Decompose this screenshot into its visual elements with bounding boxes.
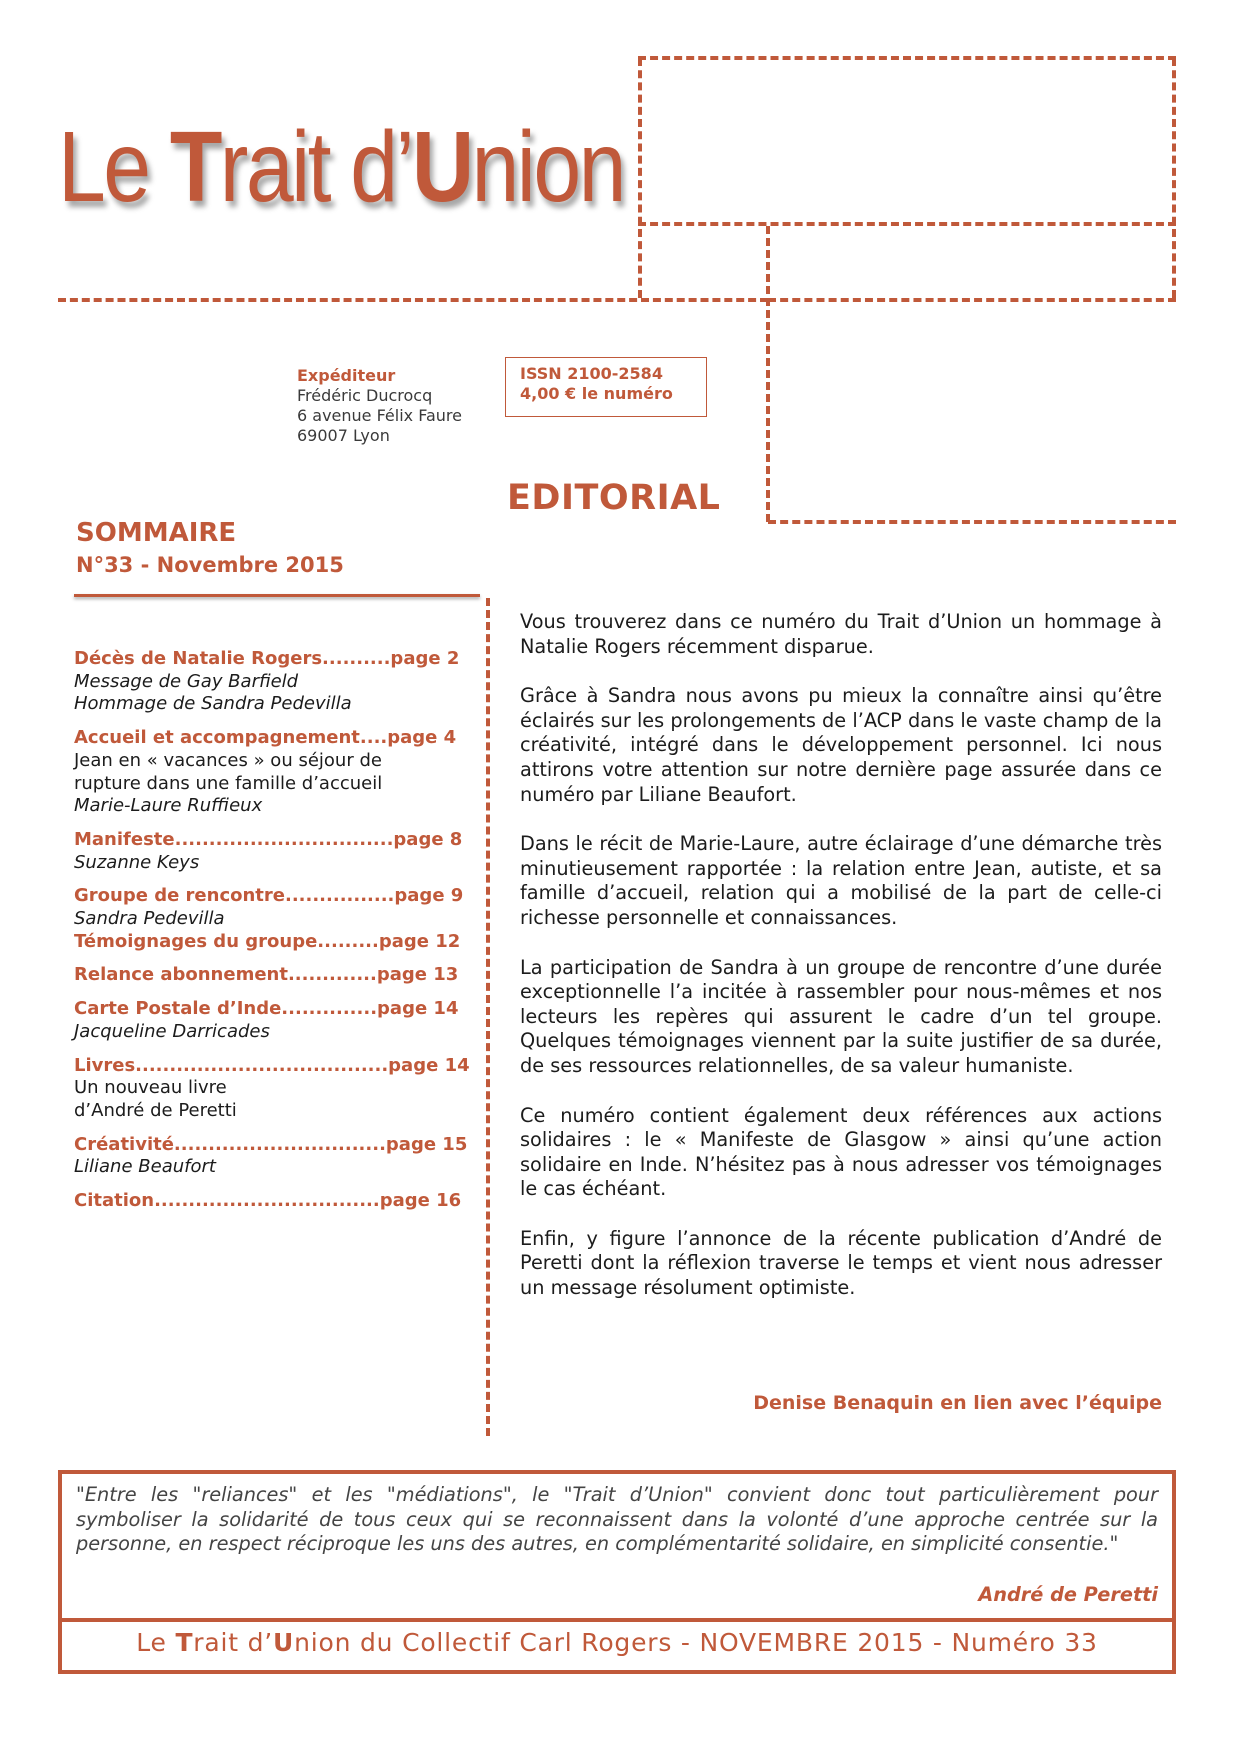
header-box-top-edge (638, 56, 1176, 60)
toc-entry-detail: Marie-Laure Ruffieux (74, 795, 263, 817)
toc-entry (74, 885, 474, 930)
header-box-right-edge (1172, 58, 1176, 298)
toc-entry (74, 648, 474, 716)
toc-entry (74, 964, 474, 987)
toc-entry-detail: Sandra Pedevilla (74, 908, 225, 930)
editorial-paragraph: Vous trouverez dans ce numéro du Trait d’Union un hommage à Natalie Rogers récemment disparue. (520, 610, 1162, 658)
quote-text: "Entre les "reliances" et les "médiations", le "Trait d’Union" convient donc tout particulièrement pour symboliser la solidarité de tous ceux qui se reconnaissent dans la volonté d’une approche centrée sur la personne, en respect réciproque les uns des autres, en complémentarité solidaire, en simplicité consentie." (76, 1483, 1158, 1555)
toc-entry-title: Relance abonnement.............page 13 (74, 964, 459, 986)
editorial-paragraph: Enfin, y figure l’annonce de la récente publication d’André de Peretti dont la réflexion traverse le temps et vient nous adresser un message résolument optimiste. (520, 1226, 1162, 1300)
toc-entry-detail: Liliane Beaufort (74, 1156, 216, 1178)
sender-label: Expéditeur (297, 366, 396, 385)
editorial-signature: Denise Benaquin en lien avec l’équipe (753, 1392, 1162, 1414)
editorial-paragraph: Grâce à Sandra nous avons pu mieux la connaître ainsi qu’être éclairés sur les prolongements de l’ACP dans le vaste champ de la créativité, intégré dans le développement personnel. Ici nous attirons votre attention sur notre dernière page assurée dans ce numéro par Liliane Beaufort. (520, 684, 1162, 806)
address-box-bottom-edge (768, 520, 1176, 524)
quote-author: André de Peretti (978, 1583, 1158, 1606)
toc-entry-title: Livres.....................................page 14 (74, 1054, 470, 1076)
sender-city: 69007 Lyon (297, 426, 390, 445)
header-box-bottom-edge (768, 298, 1176, 302)
toc-entry-detail: Jacqueline Darricades (74, 1020, 270, 1042)
header-box-left-edge (638, 58, 642, 298)
table-of-contents (74, 648, 474, 1224)
toc-entry-title: Carte Postale d’Inde..............page 14 (74, 998, 459, 1020)
toc-entry (74, 727, 474, 818)
masthead-title: Le Trait d’Union (58, 111, 624, 223)
editorial-body (520, 610, 1162, 1326)
toc-entry-detail: Suzanne Keys (74, 851, 200, 873)
issue-price: 4,00 € le numéro (520, 384, 673, 403)
sender-name: Frédéric Ducrocq (297, 386, 433, 405)
header-dashed-rule (58, 298, 768, 302)
editorial-paragraph: Ce numéro contient également deux références aux actions solidaires : le « Manifeste de Glasgow » ainsi qu’une action solidaire en Inde. N’hésitez pas à nous adresser vos témoignages le cas échéant. (520, 1103, 1162, 1201)
toc-entry-title: Décès de Natalie Rogers..........page 2 (74, 648, 460, 669)
toc-entry-detail: Hommage de Sandra Pedevilla (74, 693, 352, 715)
toc-entry (74, 998, 474, 1043)
toc-entry (74, 1134, 474, 1179)
editorial-title: EDITORIAL (507, 478, 721, 518)
toc-entry-title: Témoignages du groupe.........page 12 (74, 930, 461, 952)
sommaire-rule (74, 594, 480, 597)
toc-entry-title: Accueil et accompagnement....page 4 (74, 727, 457, 749)
sommaire-title: SOMMAIRE (76, 518, 237, 548)
issn-number: ISSN 2100-2584 (520, 364, 663, 383)
toc-entry-detail: Message de Gay Barfield (74, 670, 299, 692)
column-divider (486, 598, 490, 1436)
toc-entry-detail: Jean en « vacances » ou séjour de (74, 749, 382, 771)
editorial-paragraph: La participation de Sandra à un groupe de rencontre d’une durée exceptionnelle l’a incitée à rassembler pour nous-mêmes et nos lecteurs les repères qui assurent le cadre d’un tel groupe. Quelques témoignages viennent par la suite justifier de sa durée, de ses ressources relationnelles, de sa valeur humaniste. (520, 955, 1162, 1077)
footer-text: Le Trait d’Union du Collectif Carl Rogers - NOVEMBRE 2015 - Numéro 33 (136, 1628, 1098, 1657)
toc-entry-title: Groupe de rencontre................page 9 (74, 885, 464, 907)
toc-entry (74, 829, 474, 874)
toc-entry-detail: rupture dans une famille d’accueil (74, 772, 383, 794)
toc-entry-title: Manifeste................................page 8 (74, 828, 463, 850)
toc-entry-title: Créativité...............................page 15 (74, 1133, 468, 1155)
sender-street: 6 avenue Félix Faure (297, 406, 462, 425)
sommaire-subtitle: N°33 - Novembre 2015 (76, 553, 344, 577)
toc-entry-detail: d’André de Peretti (74, 1099, 237, 1121)
header-box-middle-edge (638, 222, 1176, 226)
sender-block (297, 366, 462, 446)
editorial-paragraph: Dans le récit de Marie-Laure, autre éclairage d’une démarche très minutieusement rapportée : la relation entre Jean, autiste, et sa famille d’accueil, relation qui a mobilisé de la part de celle-ci richesse personnelle et connaissances. (520, 832, 1162, 929)
toc-entry-title: Citation.................................page 16 (74, 1190, 462, 1212)
toc-entry (74, 931, 474, 954)
toc-entry (74, 1190, 474, 1213)
toc-entry-detail: Un nouveau livre (74, 1077, 227, 1099)
address-box-left-edge (766, 226, 770, 522)
toc-entry (74, 1055, 474, 1123)
issn-box (505, 357, 707, 417)
